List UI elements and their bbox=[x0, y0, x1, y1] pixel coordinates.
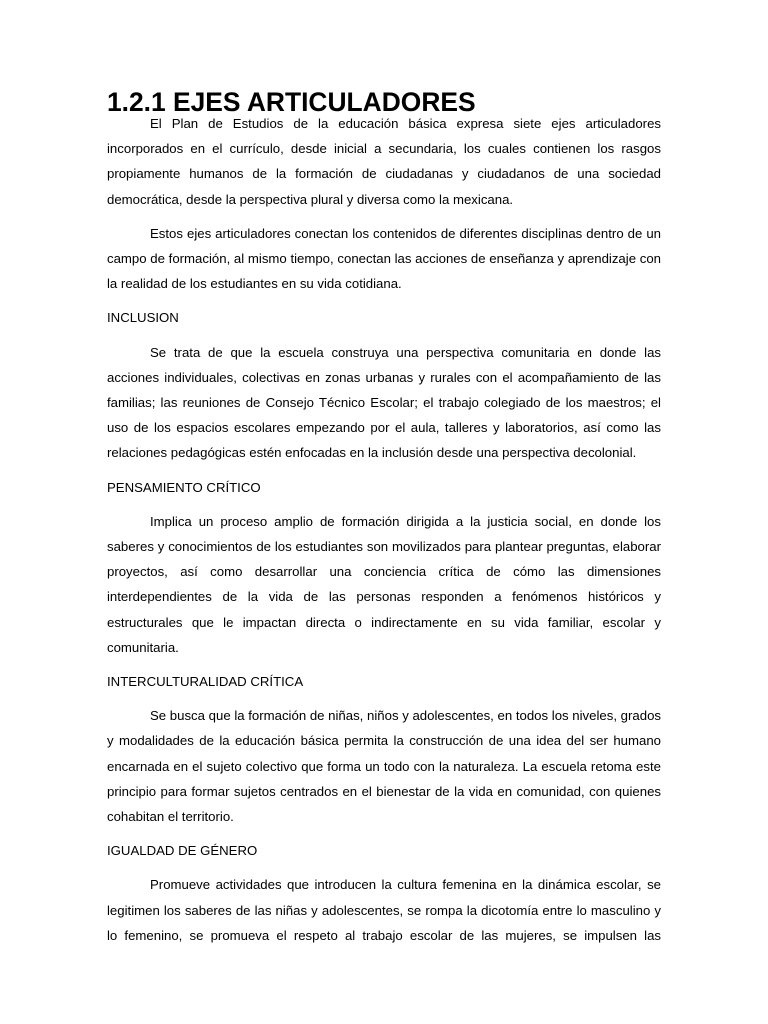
section-body-inclusion: Se trata de que la escuela construya una perspectiva comunitaria en donde las acciones individuales, colectivas en zonas urbanas y rurales con el acompañamiento de las familias; las reuniones de Consejo Técnico Escolar; el trabajo colegiado de los maestros; el uso de los espacios escolares empezando por el aula, talleres y laboratorios, así como las relaciones pedagógicas estén enfocadas en la inclusión desde una perspectiva decolonial. bbox=[107, 344, 661, 461]
document-page bbox=[107, 87, 661, 948]
section-title-pensamiento-critico: PENSAMIENTO CRÍTICO bbox=[107, 479, 261, 495]
main-heading: 1.2.1 EJES ARTICULADORES bbox=[107, 87, 476, 117]
intro-paragraph-2: Estos ejes articuladores conectan los contenidos de diferentes disciplinas dentro de un campo de formación, al mismo tiempo, conectan las acciones de enseñanza y aprendizaje con la realidad de los estudiantes en su vida cotidiana. bbox=[107, 225, 661, 292]
section-body-interculturalidad-critica: Se busca que la formación de niñas, niños y adolescentes, en todos los niveles, grados y modalidades de la educación básica permita la construcción de una idea del ser humano encarnada en el sujeto colectivo que forma un todo con la naturaleza. La escuela retoma este principio para formar sujetos centrados en el bienestar de la vida en comunidad, con quienes cohabitan el territorio. bbox=[107, 708, 661, 825]
section-title-igualdad-de-genero: IGUALDAD DE GÉNERO bbox=[107, 843, 258, 859]
intro-paragraph-1: El Plan de Estudios de la educación básica expresa siete ejes articuladores incorporados en el currículo, desde inicial a secundaria, los cuales contienen los rasgos propiamente humanos de la formación de ciudadanas y ciudadanos de una sociedad democrática, desde la perspectiva plural y diversa como la mexicana. bbox=[107, 116, 661, 207]
section-title-interculturalidad-critica: INTERCULTURALIDAD CRÍTICA bbox=[107, 674, 304, 690]
section-title-inclusion: INCLUSION bbox=[107, 310, 179, 326]
section-body-pensamiento-critico: Implica un proceso amplio de formación dirigida a la justicia social, en donde los saberes y conocimientos de los estudiantes son movilizados para plantear preguntas, elaborar proyectos, así como desarrollar una conciencia crítica de cómo las dimensiones interdependientes de la vida de las personas responden a fenómenos históricos y estructurales que le impactan directa o indirectamente en su vida familiar, escolar y comunitaria. bbox=[107, 513, 661, 655]
section-body-igualdad-de-genero: Promueve actividades que introducen la cultura femenina en la dinámica escolar, se legitimen los saberes de las niñas y adolescentes, se rompa la dicotomía entre lo masculino y lo femenino, se promueva el respeto al trabajo escolar de las mujeres, se impulsen las bbox=[107, 877, 661, 943]
